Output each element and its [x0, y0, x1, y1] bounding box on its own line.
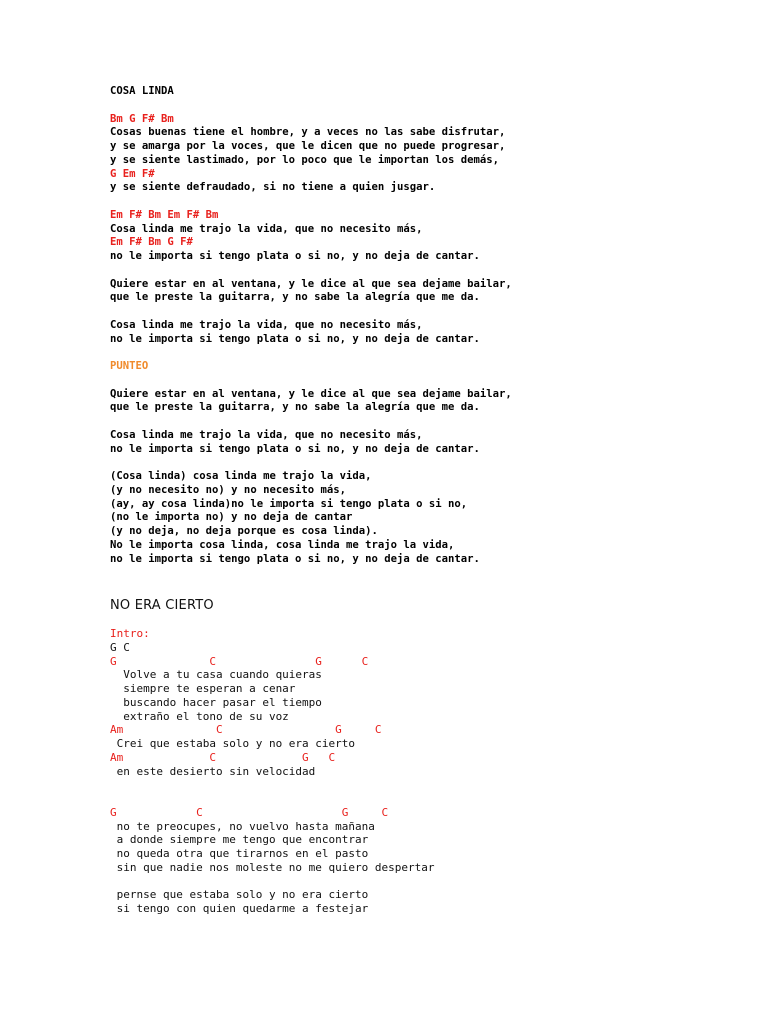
lyric-line: Quiere estar en al ventana, y le dice al que sea dejame bailar, [110, 387, 512, 400]
lyric-line: a donde siempre me tengo que encontrar [110, 833, 369, 847]
chord-line: Bm G F# Bm [110, 112, 174, 125]
lyric-line: que le preste la guitarra, y no sabe la alegría que me da. [110, 291, 480, 304]
song-title: COSA LINDA [110, 85, 174, 97]
lyric-line: que le preste la guitarra, y no sabe la alegría que me da. [110, 401, 480, 414]
lyric-line: Cosa linda me trajo la vida, que no necesito más, [110, 318, 423, 331]
lyric-line: pernse que estaba solo y no era cierto [110, 888, 369, 902]
lyric-line: Cosas buenas tiene el hombre, y a veces no las sabe disfrutar, [110, 126, 506, 139]
lyric-line: G C [110, 640, 130, 654]
chord-line: Intro: [110, 627, 150, 640]
lyric-line: y se siente lastimado, por lo poco que le importan los demás, [110, 153, 500, 166]
blank-line [110, 346, 512, 360]
chord-line: Am C G C [110, 723, 382, 737]
lyric-line: Cosa linda me trajo la vida, que no necesito más, [110, 222, 423, 235]
song-no-era-cierto [110, 627, 435, 916]
lyric-line: (y no necesito no) y no necesito más, [110, 483, 346, 496]
lyric-line: no le importa si tengo plata o si no, y no deja de cantar. [110, 332, 480, 345]
lyric-line: Crei que estaba solo y no era cierto [110, 737, 356, 750]
lyric-line: no le importa si tengo plata o si no, y no deja de cantar. [110, 250, 480, 262]
lyric-line: sin que nadie nos moleste no me quiero despertar [110, 860, 435, 874]
lyric-line: no te preocupes, no vuelvo hasta mañana [110, 819, 375, 833]
lyric-line: y se amarga por la voces, que le dicen que no puede progresar, [110, 140, 506, 152]
blank-line [110, 875, 435, 889]
song-cosa-linda [110, 85, 512, 566]
chord-line: Em F# Bm Em F# Bm [110, 208, 219, 221]
lyric-line: Volve a tu casa cuando quieras [110, 668, 322, 682]
lyric-line: en este desierto sin velocidad [110, 764, 316, 778]
chord-line: G Em F# [110, 167, 155, 180]
lyric-line: (ay, ay cosa linda)no le importa si tengo plata o si no, [110, 497, 468, 510]
blank-line [110, 792, 435, 806]
lyric-line: extraño el tono de su voz [110, 709, 289, 723]
lyric-line: siempre te esperan a cenar [110, 682, 296, 695]
section-label-punteo: PUNTEO [110, 360, 149, 372]
chord-line: Em F# Bm G F# [110, 236, 193, 249]
blank-line [110, 778, 435, 792]
blank-line [110, 195, 512, 209]
blank-line [110, 99, 512, 113]
lyric-line: si tengo con quien quedarme a festejar [110, 902, 369, 915]
lyric-line: (no le importa no) y no deja de cantar [110, 511, 353, 524]
lyric-line: buscando hacer pasar el tiempo [110, 695, 322, 709]
blank-line [110, 374, 512, 388]
chord-line: Am C G C [110, 750, 336, 764]
lyric-line: y se siente defraudado, si no tiene a quien jusgar. [110, 181, 436, 194]
lyric-line: (y no deja, no deja porque es cosa linda). [110, 525, 378, 537]
lyric-line: no queda otra que tirarnos en el pasto [110, 847, 369, 860]
lyric-line: No le importa cosa linda, cosa linda me trajo la vida, [110, 538, 455, 551]
blank-line [110, 305, 512, 319]
chord-line: G C G C [110, 654, 369, 668]
song-title-no-era-cierto: NO ERA CIERTO [110, 598, 214, 613]
blank-line [110, 264, 512, 278]
lyric-line: Quiere estar en al ventana, y le dice al que sea dejame bailar, [110, 277, 512, 290]
lyric-line: (Cosa linda) cosa linda me trajo la vida, [110, 470, 372, 482]
chord-line: G C G C [110, 805, 389, 819]
blank-line [110, 415, 512, 429]
lyric-line: no le importa si tengo plata o si no, y no deja de cantar. [110, 442, 480, 455]
lyric-line: no le importa si tengo plata o si no, y no deja de cantar. [110, 552, 480, 565]
lyric-line: Cosa linda me trajo la vida, que no necesito más, [110, 428, 423, 441]
blank-line [110, 456, 512, 470]
